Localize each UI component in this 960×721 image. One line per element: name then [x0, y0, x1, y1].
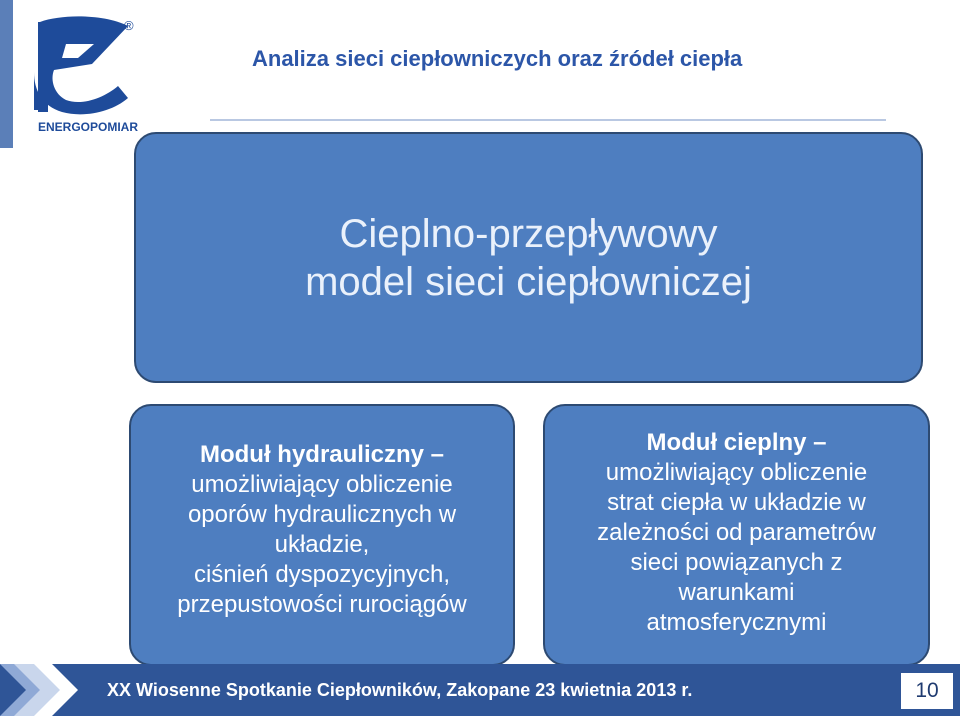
hydraulic-line-2: oporów hydraulicznych w — [187, 501, 457, 528]
hydraulic-line-4: ciśnień dyspozycyjnych, — [193, 561, 451, 588]
thermal-module-title-row — [545, 428, 928, 458]
main-title-line-1: Cieplno-przepływowy — [339, 211, 718, 256]
hydraulic-line-3: układzie, — [274, 531, 370, 558]
logo-brand-text: ENERGOPOMIAR — [38, 120, 139, 134]
thermal-module-title: Moduł cieplny — [646, 429, 807, 456]
hydraulic-module-title: Moduł hydrauliczny — [199, 441, 424, 468]
thermal-module-box — [543, 404, 930, 666]
main-title-line-2: model sieci ciepłowniczej — [305, 259, 752, 304]
hydraulic-module-box — [129, 404, 515, 666]
thermal-line-3: zależności od parametrów — [597, 519, 876, 546]
hydraulic-module-title-row — [131, 440, 513, 470]
header-divider — [210, 119, 886, 121]
hydraulic-line-1: umożliwiający obliczenie — [191, 471, 453, 498]
thermal-line-1: umożliwiający obliczenie — [605, 459, 868, 486]
thermal-line-6: atmosferycznymi — [646, 609, 827, 636]
footer-event-text: XX Wiosenne Spotkanie Ciepłowników, Zakopane 23 kwietnia 2013 r. — [107, 680, 693, 700]
page-number: 10 — [900, 672, 954, 710]
footer-chevron-icon — [0, 664, 96, 716]
thermal-line-5: warunkami — [678, 579, 795, 606]
main-model-box — [134, 132, 923, 383]
logo-e-icon — [32, 14, 140, 136]
registered-mark: ® — [124, 18, 134, 33]
thermal-line-4: sieci powiązanych z — [630, 549, 843, 576]
thermal-module-dash: – — [806, 429, 827, 456]
thermal-line-2: strat ciepła w układzie w — [607, 489, 866, 516]
left-accent-bar — [0, 0, 13, 148]
hydraulic-line-5: przepustowości rurociągów — [177, 591, 467, 618]
page-title: Analiza sieci ciepłowniczych oraz źródeł ciepła — [252, 46, 743, 71]
hydraulic-module-dash: – — [424, 441, 445, 468]
energopomiar-logo — [32, 14, 140, 136]
